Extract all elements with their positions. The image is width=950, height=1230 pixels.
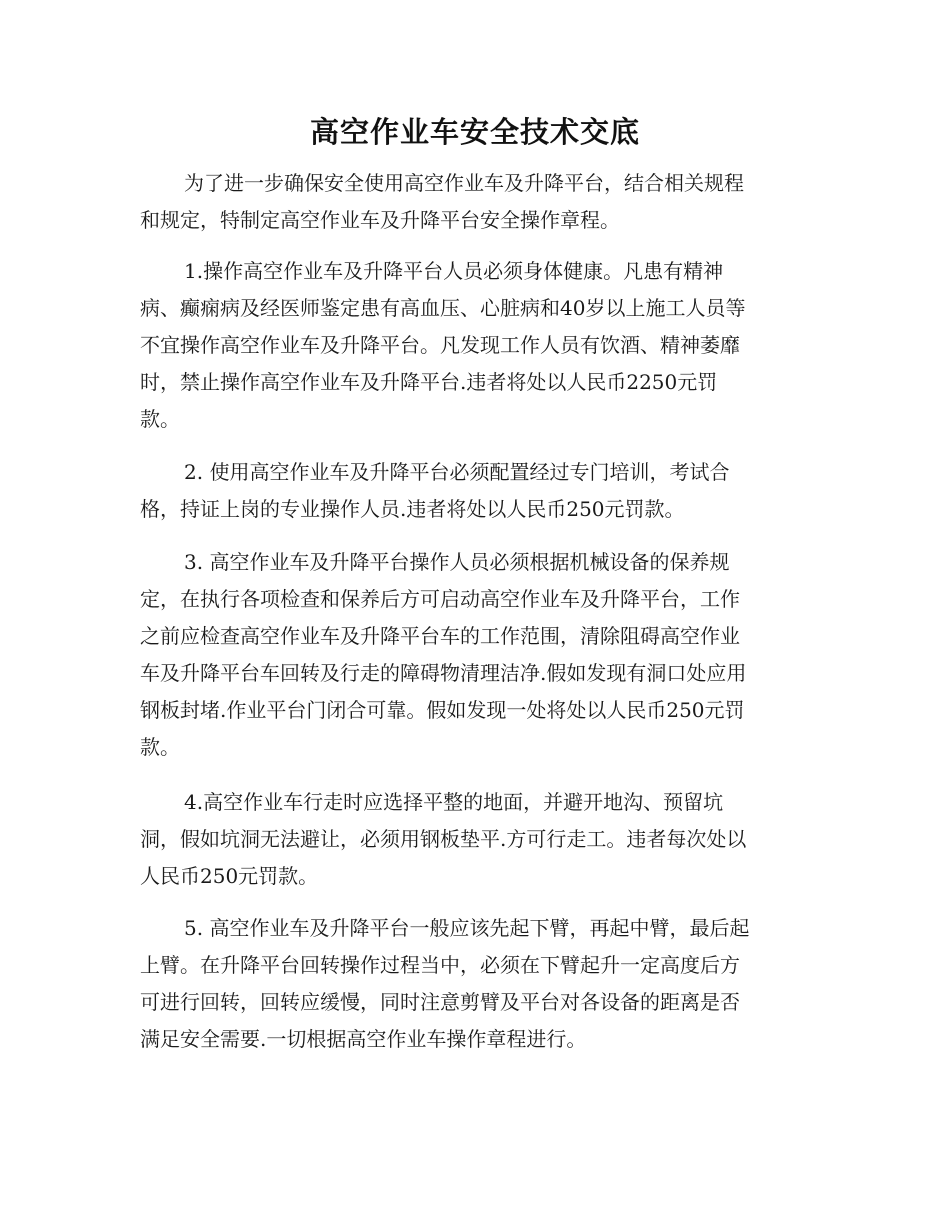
paragraph-line: 5. 高空作业车及升降平台一般应该先起下臂，再起中臂，最后起 [184,916,750,940]
paragraph-line: 钢板封堵.作业平台门闭合可靠。假如发现一处将处以人民币250元罚 [140,698,745,722]
paragraph-line: 人民币250元罚款。 [140,864,319,888]
rule-paragraph-3 [140,544,804,766]
paragraph-line: 3. 高空作业车及升降平台操作人员必须根据机械设备的保养规 [184,550,730,574]
paragraph-line: 上臂。在升降平台回转操作过程当中，必须在下臂起升一定高度后方 [140,953,740,977]
paragraph-line: 2. 使用高空作业车及升降平台必须配置经过专门培训，考试合 [184,460,730,484]
paragraph-line: 款。 [140,407,180,431]
rule-paragraph-2 [140,454,804,528]
paragraph-line: 病、癫痫病及经医师鉴定患有高血压、心脏病和40岁以上施工人员等 [140,296,746,320]
paragraph-line: 4.高空作业车行走时应选择平整的地面，并避开地沟、预留坑 [184,790,724,814]
paragraph-line: 1.操作高空作业车及升降平台人员必须身体健康。凡患有精神 [184,259,724,283]
paragraph-line: 格，持证上岗的专业操作人员.违者将处以人民币250元罚款。 [140,497,685,521]
paragraph-line: 洞，假如坑洞无法避让，必须用钢板垫平.方可行走工。违者每次处以 [140,827,747,851]
intro-paragraph [140,165,804,239]
paragraph-line: 可进行回转，回转应缓慢，同时注意剪臂及平台对各设备的距离是否 [140,990,740,1014]
rule-paragraph-4 [140,784,804,895]
paragraph-line: 不宜操作高空作业车及升降平台。凡发现工作人员有饮酒、精神萎靡 [140,333,740,357]
document-title: 高空作业车安全技术交底 [309,115,640,149]
rule-paragraph-5 [140,910,804,1058]
paragraph-line: 定，在执行各项检查和保养后方可启动高空作业车及升降平台，工作 [140,587,740,611]
paragraph-line: 之前应检查高空作业车及升降平台车的工作范围，清除阻碍高空作业 [140,624,740,648]
paragraph-line: 车及升降平台车回转及行走的障碍物清理洁净.假如发现有洞口处应用 [140,661,747,685]
paragraph-line: 满足安全需要.一切根据高空作业车操作章程进行。 [140,1027,587,1051]
paragraph-line: 时，禁止操作高空作业车及升降平台.违者将处以人民币2250元罚 [140,370,718,394]
rule-paragraph-1 [140,253,804,438]
paragraph-line: 款。 [140,735,180,759]
paragraph-line: 和规定，特制定高空作业车及升降平台安全操作章程。 [140,208,620,232]
paragraph-line: 为了进一步确保安全使用高空作业车及升降平台，结合相关规程 [184,171,744,195]
